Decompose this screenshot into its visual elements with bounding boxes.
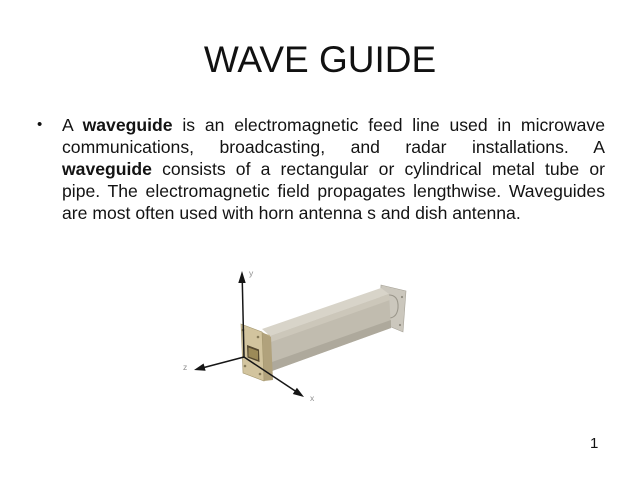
text-run: is an electromagnetic feed line used in microwave (172, 115, 605, 135)
y-axis-arrowhead-icon (238, 271, 245, 283)
bullet-marker: • (37, 116, 43, 133)
y-axis-label: y (249, 268, 254, 278)
page-number: 1 (590, 435, 599, 452)
text-run: pipe. The electromagnetic field propagates lengthwise. Waveguides (62, 181, 605, 201)
bullet-line (62, 136, 605, 158)
screw-hole (259, 373, 262, 376)
text-run-bold: waveguide (62, 159, 152, 179)
text-run: A (62, 115, 83, 135)
text-run: consists of a rectangular or cylindrical metal tube or (151, 159, 605, 179)
screw-hole (399, 324, 401, 326)
x-axis-label: x (310, 393, 315, 403)
waveguide-figure (180, 255, 420, 420)
x-axis-arrowhead-icon (293, 388, 304, 397)
bullet-line (62, 114, 605, 136)
slide-title: WAVE GUIDE (203, 39, 437, 80)
z-axis-arrowhead-icon (194, 364, 206, 371)
screw-hole (257, 336, 260, 339)
screw-hole (244, 365, 247, 368)
bullet-line (62, 202, 605, 224)
z-axis-line (204, 357, 244, 368)
text-run: are most often used with horn antenna s and dish antenna. (62, 203, 521, 223)
z-axis-label: z (183, 362, 188, 372)
text-run-bold: waveguide (82, 115, 173, 135)
bullet-line (62, 158, 605, 180)
bullet-text (62, 114, 605, 224)
waveguide-photo (180, 255, 420, 420)
text-run: communications, broadcasting, and radar installations. A (62, 137, 605, 157)
bullet-line (62, 180, 605, 202)
screw-hole (401, 296, 403, 298)
bullet-item (36, 114, 605, 224)
